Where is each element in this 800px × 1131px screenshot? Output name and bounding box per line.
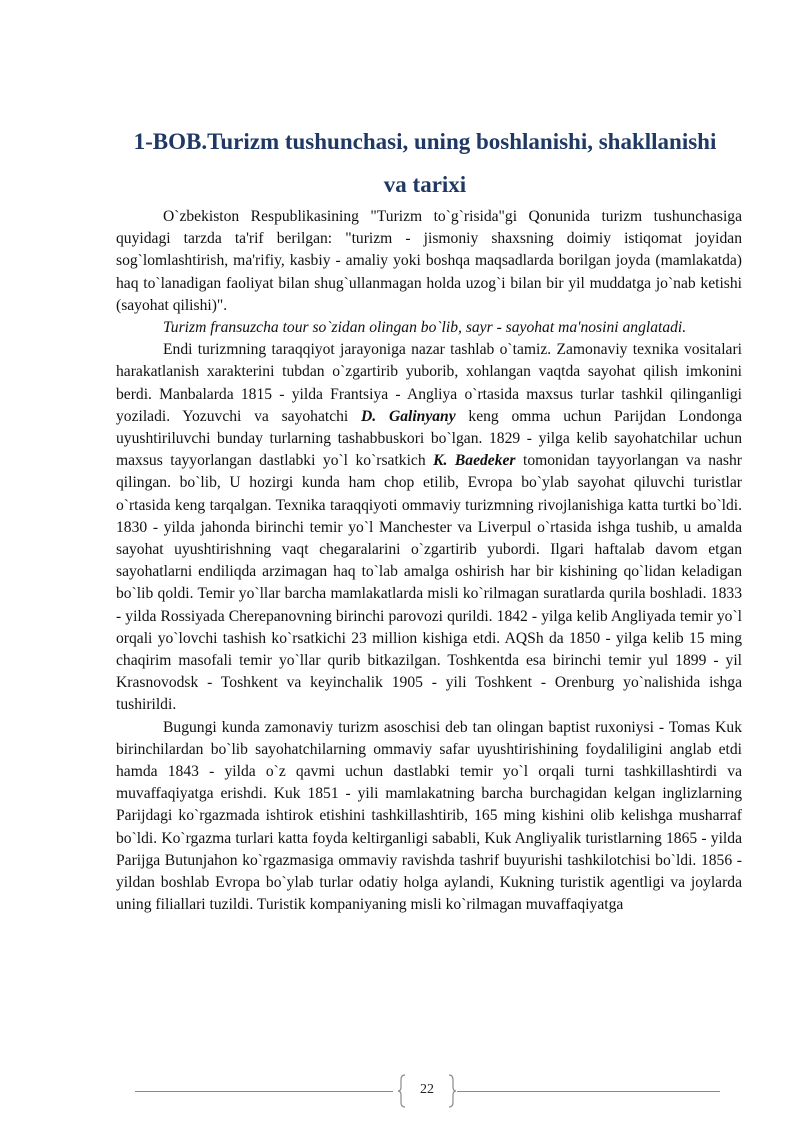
body-text <box>116 206 742 917</box>
left-brace-icon <box>397 1074 407 1108</box>
chapter-title-line-1: 1-BOB.Turizm tushunchasi, uning boshlanishi, shakllanishi <box>133 129 717 154</box>
name-baedeker: K. Baedeker <box>433 452 516 470</box>
paragraph-history <box>116 339 742 716</box>
etymology-text: Turizm fransuzcha tour so`zidan olingan bo`lib, sayr - sayohat ma'nosini anglatadi. <box>163 319 687 337</box>
chapter-title-line-2: va tarixi <box>383 172 467 197</box>
history-text-part-2: keng omma uchun Parijdan Londonga uyushtiriluvchi bunday turlarning tashabbuskori bo`lgan. 1829 - yilga kelib sayohatchilar uchun maxsus tayyorlangan dastlabki yo`l ko`rsatkich <box>116 407 743 470</box>
footer-rule-right <box>457 1091 720 1092</box>
page-number: 22 <box>420 1082 434 1097</box>
footer-rule-left <box>135 1091 393 1092</box>
paragraph-etymology <box>116 317 742 339</box>
name-galinyany: D. Galinyany <box>361 407 456 425</box>
paragraph-thomas-cook: Bugungi kunda zamonaviy turizm asoschisi deb tan olingan baptist ruxoniysi - Tomas Kuk birinchilardan bo`lib sayohatchilarning ommaviy safar uyushtirishining foydaliligini anglab etdi hamda 1843 - yilda o`z qavmi uchun dastlabki temir yo`l orqali turni tashkillashtirdi va muvaffaqiyatga erishdi. Kuk 1851 - yili mamlakatning barcha burchagidan kelgan inglizlarning Parijdagi ko`rgazmada ishtirok etishini tashkillashtirib, 165 ming kishini olib kelishga musharraf bo`ldi. Ko`rgazma turlari katta foyda keltirganligi sababli, Kuk Angliyalik turistlarning 1865 - yilda Parijga Butunjahon ko`rgazmasiga ommaviy ravishda tashrif buyurishi tashkilotchisi bo`ldi. 1856 - yildan boshlab Evropa bo`ylab turlar odatiy holga aylandi, Kukning turistik agentligi va joylarda uning filiallari tuzildi. Turistik kompaniyaning misli ko`rilmagan muvaffaqiyatga <box>116 718 742 914</box>
paragraph-definition: O`zbekiston Respublikasining "Turizm to`g`risida"gi Qonunida turizm tushunchasiga quyidagi tarzda ta'rif berilgan: "turizm - jismoniy shaxsning doimiy istiqomat joyidan sog`lomlashtirish, ma'rifiy, kasbiy - amaliy yoki boshqa maqsadlarda borilgan joyda (mamlakatda) haq to`lanadigan faoliyat bilan shug`ullanmagan holda uzog`i bilan bir yil muddatga jo`nab ketishi (sayohat qilishi)". <box>116 208 742 314</box>
history-text-part-3: tomonidan tayyorlangan va nashr qilingan. bo`lib, U hozirgi kunda ham chop etilib, Evropa bo`ylab sayohat qiluvchi turistlar o`rtasida keng tarqalgan. Texnika taraqqiyoti ommaviy turizmning rivojlanishiga katta turtki bo`ldi. 1830 - yilda jahonda birinchi temir yo`l Manchester va Liverpul o`rtasida ishga tushib, u amalda sayohat uyushtirishning vaqt chegaralarini o`zgartirib yubordi. Ilgari haftalab davom etgan sayohatlarni endiliqda arzimagan haq to`lab amalga oshirish har bir kishining qo`lidan keladigan bo`lib qoldi. Temir yo`llar barcha mamlakatlarda misli ko`rilmagan suratlarda qurila boshladi. 1833 - yilda Rossiyada Cherepanovning birinchi parovozi qurildi. 1842 - yilga kelib Angliyada temir yo`l orqali yo`lovchi tashish ko`rsatkichi 23 million kishiga etdi. AQSh da 1850 - yilga kelib 15 ming chaqirim masofali temir yo`llar qurib bitkazilgan. Toshkentda esa birinchi temir yul 1899 - yil Krasnovodsk - Toshkent va keyinchalik 1905 - yili Toshkent - Orenburg yo`nalishida ishga tushirildi. <box>116 452 742 714</box>
right-brace-icon <box>447 1074 457 1108</box>
page-footer <box>135 1074 720 1108</box>
chapter-title <box>110 120 740 206</box>
history-text-part-1: Endi turizmning taraqqiyot jarayoniga nazar tashlab o`tamiz. Zamonaviy texnika vositalari harakatlanish xarakterini tubdan o`zgartirib yuborib, xohlangan vaqtda sayohat qilish imkonini berdi. Manbalarda 1815 - yilda Frantsiya - Angliya o`rtasida maxsus turlar tashkil qilinganligi yoziladi. Yozuvchi va sayohatchi <box>116 341 742 425</box>
